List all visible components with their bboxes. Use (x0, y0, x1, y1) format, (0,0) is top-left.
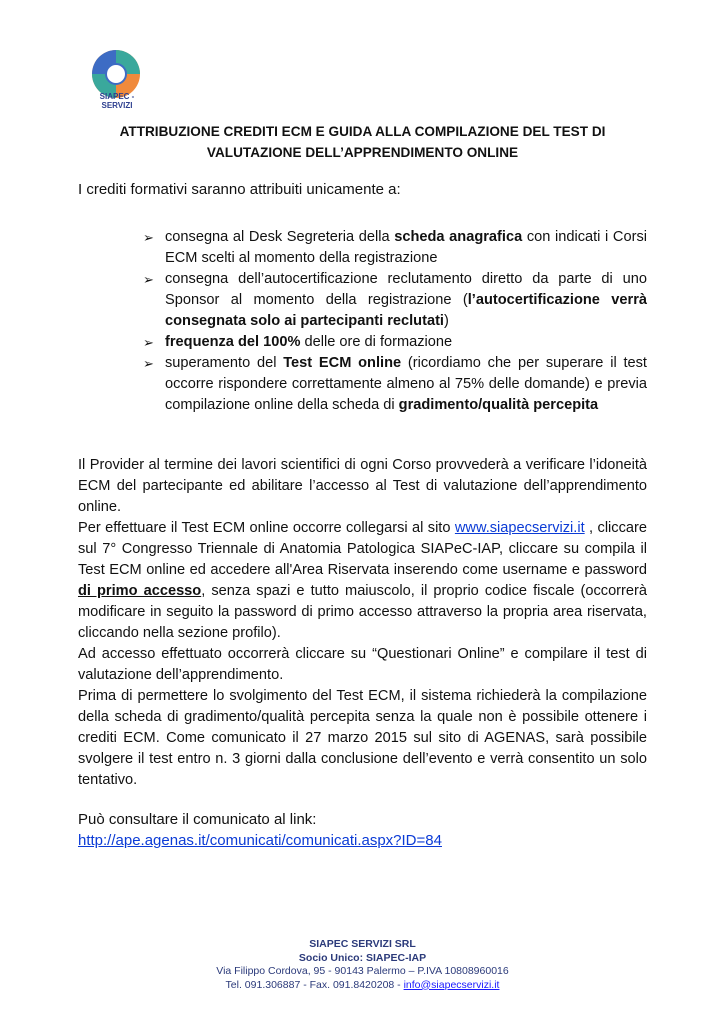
item-text: (ricordiamo che per superare il test occorre rispondere correttamente almeno al 75% delle domande) e previa compilazione online della scheda di (165, 355, 647, 413)
siapecservizi-link[interactable]: www.siapecservizi.it (454, 520, 585, 536)
footer-company: SIAPEC SERVIZI SRL (309, 938, 416, 950)
arrow-bullet-icon: ➢ (143, 335, 154, 350)
text: , senza spazi e tutto maiuscolo, il proprio codice fiscale (occorrerà modificare in seguito la password di primo accesso attraverso la propria area riservata, cliccando nella sezione profilo). (78, 583, 647, 641)
body-text (78, 455, 647, 791)
list-item (143, 227, 647, 269)
link-block (78, 809, 442, 851)
arrow-bullet-icon: ➢ (143, 230, 154, 245)
item-text: con indicati i Corsi ECM scelti al momento della registrazione (165, 229, 647, 266)
footer-address: Via Filippo Cordova, 95 - 90143 Palermo – P.IVA 10808960016 (216, 965, 509, 977)
title-line-2: VALUTAZIONE DELL’APPRENDIMENTO ONLINE (206, 145, 519, 160)
arrow-bullet-icon: ➢ (143, 356, 154, 371)
item-text: consegna al Desk Segreteria della (165, 229, 395, 245)
paragraph-access (78, 518, 647, 644)
paragraph-gradimento: Prima di permettere lo svolgimento del Test ECM, il sistema richiederà la compilazione della scheda di gradimento/qualità percepita senza la quale non è possibile ottenere i crediti ECM. Come comunicato il 27 marzo 2015 sul sito di AGENAS, sarà possibile svolgere il test entro n. 3 giorni dalla conclusione dell’evento e verrà consentito un solo tentativo. (78, 688, 647, 788)
paragraph-questionari: Ad accesso effettuato occorrerà cliccare su “Questionari Online” e compilare il test di valutazione dell’apprendimento. (78, 646, 647, 683)
item-text: superamento del (165, 355, 284, 371)
footer (150, 938, 575, 992)
item-text: ) (443, 313, 449, 329)
link-label: Può consultare il comunicato al link: (78, 811, 317, 828)
text: Per effettuare il Test ECM online occorre collegarsi al sito (78, 520, 455, 536)
list-item (143, 332, 647, 353)
intro-text: I crediti formativi saranno attribuiti unicamente a: (78, 181, 401, 198)
paragraph-provider: Il Provider al termine dei lavori scientifici di ogni Corso provvederà a verificare l’idoneità ECM del partecipante ed abilitare l’accesso al Test di valutazione dell’apprendimento online. (78, 457, 647, 515)
title-line-1: ATTRIBUZIONE CREDITI ECM E GUIDA ALLA COMPILAZIONE DEL TEST DI (119, 124, 606, 139)
item-bold: scheda anagrafica (394, 229, 523, 245)
item-bold: Test ECM online (283, 355, 402, 371)
bold-underlined-text: di primo accesso (78, 583, 202, 599)
arrow-bullet-icon: ➢ (143, 272, 154, 287)
logo-text: SIAPEC - SERVIZI (99, 92, 135, 110)
agenas-link[interactable]: http://ape.agenas.it/comunicati/comunicati.aspx?ID=84 (78, 832, 442, 849)
item-bold: frequenza del 100% (165, 334, 301, 350)
item-bold: l’autocertificazione verrà consegnata solo ai partecipanti reclutati (165, 292, 647, 329)
footer-socio: Socio Unico: SIAPEC-IAP (298, 951, 427, 964)
document-title (60, 121, 665, 163)
text: , cliccare sul 7° Congresso Triennale di Anatomia Patologica SIAPeC-IAP, cliccare su compila il Test ECM online ed accedere all'Area Riservata inserendo come username e password (78, 520, 647, 578)
item-text: consegna dell’autocertificazione reclutamento diretto da parte di uno Sponsor al momento della registrazione ( (165, 271, 647, 308)
list-item (143, 353, 647, 416)
list-item (143, 269, 647, 332)
item-bold: gradimento/qualità percepita (398, 397, 599, 413)
footer-contacts: Tel. 091.306887 - Fax. 091.8420208 - (225, 978, 404, 991)
item-text: delle ore di formazione (300, 334, 453, 350)
requirements-list (143, 227, 647, 416)
footer-email-link[interactable]: info@siapecservizi.it (403, 978, 500, 991)
